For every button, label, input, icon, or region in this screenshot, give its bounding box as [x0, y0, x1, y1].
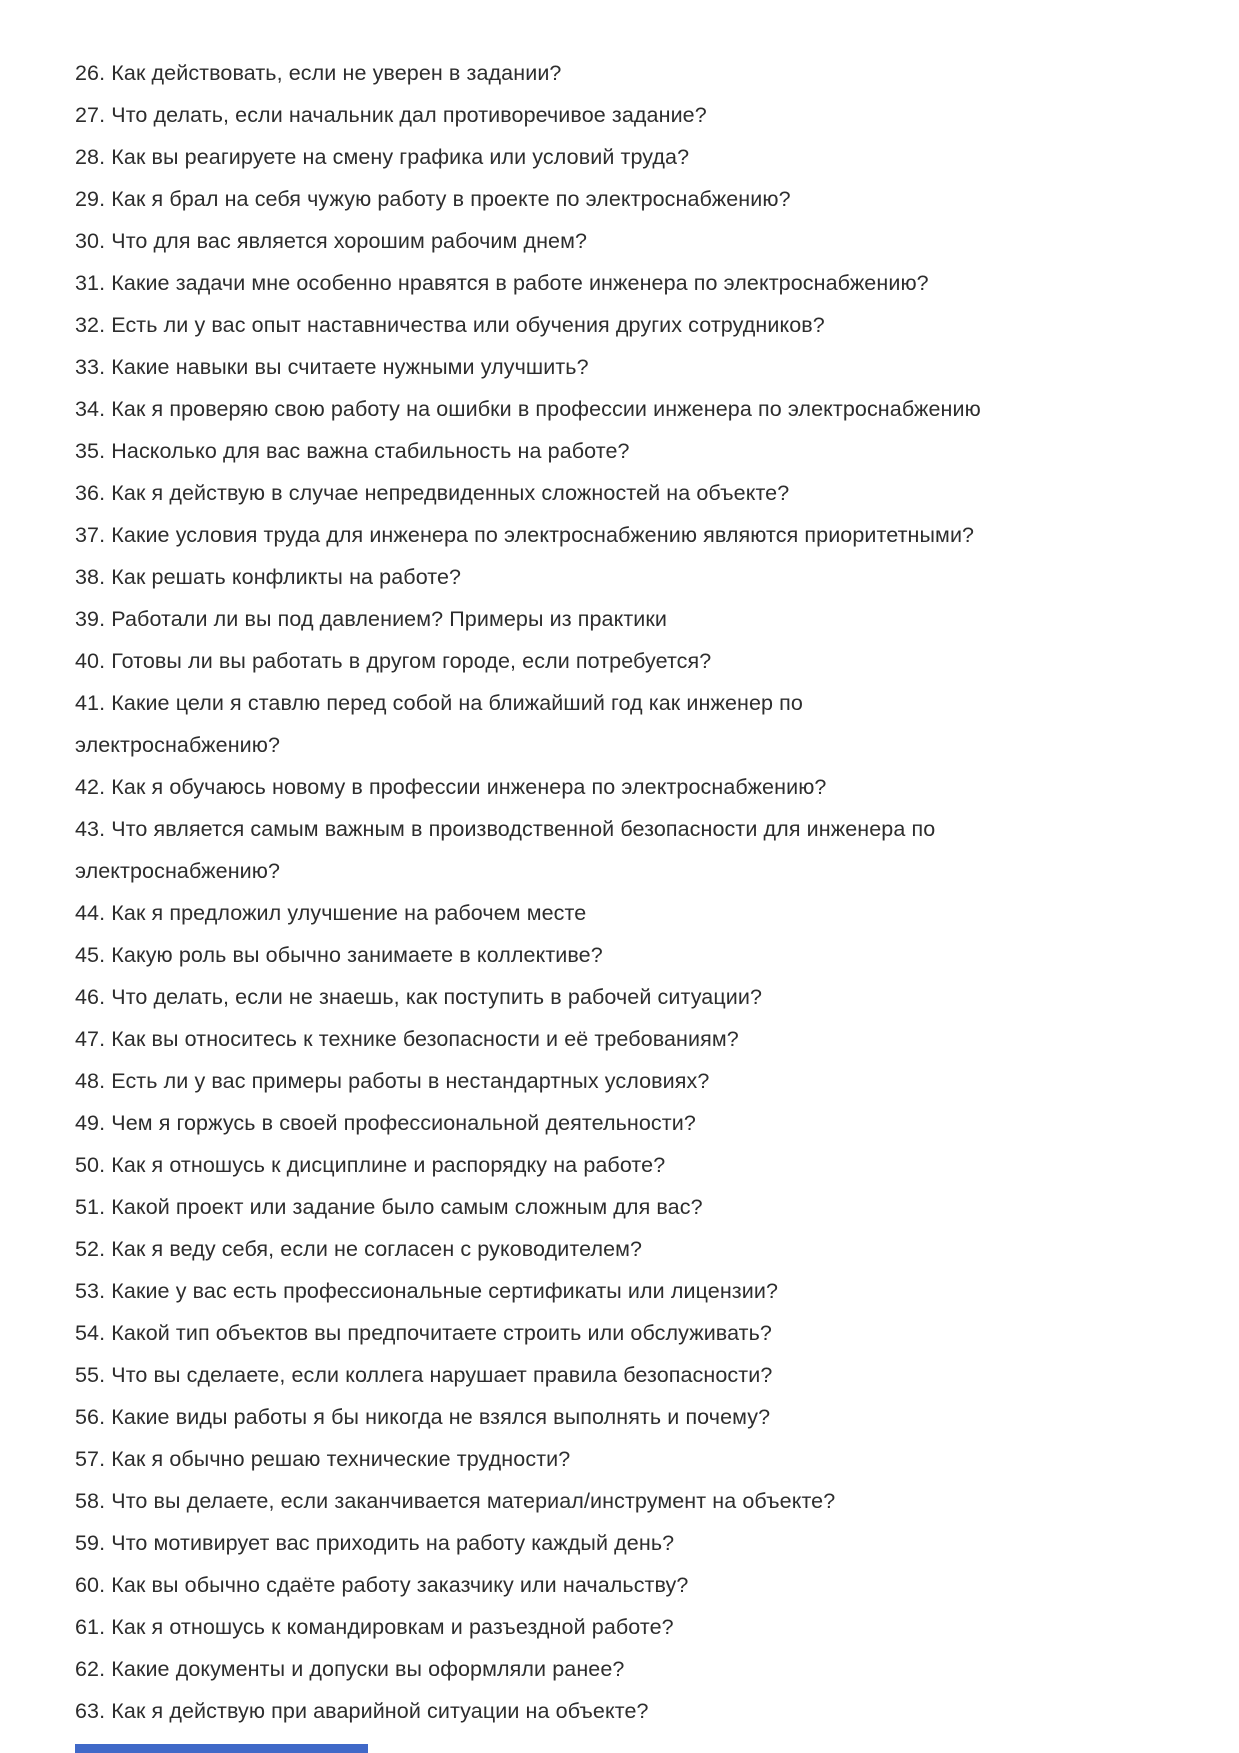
question-item [75, 934, 1199, 976]
question-line: 34. Как я проверяю свою работу на ошибки в профессии инженера по электроснабжению [75, 397, 981, 421]
question-line: 55. Что вы сделаете, если коллега нарушает правила безопасности? [75, 1363, 773, 1387]
question-item [75, 1186, 1199, 1228]
question-line: 48. Есть ли у вас примеры работы в нестандартных условиях? [75, 1069, 710, 1093]
question-item [75, 388, 1199, 430]
question-item [75, 94, 1199, 136]
question-line: 39. Работали ли вы под давлением? Примеры из практики [75, 607, 668, 631]
question-item [75, 892, 1199, 934]
question-item [75, 1522, 1199, 1564]
question-item [75, 472, 1199, 514]
question-line: 28. Как вы реагируете на смену графика или условий труда? [75, 145, 690, 169]
question-item [75, 1564, 1199, 1606]
question-item [75, 514, 1199, 556]
question-item [75, 1690, 1199, 1732]
question-line: 56. Какие виды работы я бы никогда не взялся выполнять и почему? [75, 1405, 771, 1429]
question-item [75, 682, 1199, 766]
question-line: 27. Что делать, если начальник дал противоречивое задание? [75, 103, 707, 127]
question-item [75, 220, 1199, 262]
question-item [75, 304, 1199, 346]
question-line: 58. Что вы делаете, если заканчивается материал/инструмент на объекте? [75, 1489, 836, 1513]
question-line: 44. Как я предложил улучшение на рабочем месте [75, 901, 587, 925]
question-line: 36. Как я действую в случае непредвиденных сложностей на объекте? [75, 481, 790, 505]
question-item [75, 430, 1199, 472]
question-line: 57. Как я обычно решаю технические трудности? [75, 1447, 571, 1471]
question-item [75, 1354, 1199, 1396]
question-list [75, 52, 1199, 1732]
question-line: 31. Какие задачи мне особенно нравятся в работе инженера по электроснабжению? [75, 271, 929, 295]
question-line: 63. Как я действую при аварийной ситуации на объекте? [75, 1699, 649, 1723]
question-item [75, 1018, 1199, 1060]
question-line: 33. Какие навыки вы считаете нужными улучшить? [75, 355, 589, 379]
question-item [75, 52, 1199, 94]
question-line: 52. Как я веду себя, если не согласен с руководителем? [75, 1237, 643, 1261]
question-line: 62. Какие документы и допуски вы оформляли ранее? [75, 1657, 625, 1681]
question-item [75, 598, 1199, 640]
question-item [75, 262, 1199, 304]
question-item [75, 1270, 1199, 1312]
question-line: 61. Как я отношусь к командировкам и разъездной работе? [75, 1615, 674, 1639]
question-line: 53. Какие у вас есть профессиональные сертификаты или лицензии? [75, 1279, 779, 1303]
question-line: 43. Что является самым важным в производственной безопасности для инженера по [75, 817, 936, 841]
question-item [75, 1438, 1199, 1480]
question-line: 47. Как вы относитесь к технике безопасности и её требованиям? [75, 1027, 739, 1051]
question-item [75, 766, 1199, 808]
question-item [75, 1396, 1199, 1438]
question-item [75, 1606, 1199, 1648]
question-item [75, 1648, 1199, 1690]
question-item [75, 640, 1199, 682]
question-line: 42. Как я обучаюсь новому в профессии инженера по электроснабжению? [75, 775, 827, 799]
question-item [75, 1144, 1199, 1186]
question-item [75, 1060, 1199, 1102]
question-line: 46. Что делать, если не знаешь, как поступить в рабочей ситуации? [75, 985, 763, 1009]
question-item [75, 976, 1199, 1018]
question-line: 50. Как я отношусь к дисциплине и распорядку на работе? [75, 1153, 666, 1177]
question-line: 37. Какие условия труда для инженера по электроснабжению являются приоритетными? [75, 523, 975, 547]
question-item [75, 178, 1199, 220]
question-line: 45. Какую роль вы обычно занимаете в коллективе? [75, 943, 603, 967]
partial-selected-line [75, 1744, 368, 1753]
question-line: 32. Есть ли у вас опыт наставничества или обучения других сотрудников? [75, 313, 825, 337]
question-item [75, 556, 1199, 598]
question-line: 49. Чем я горжусь в своей профессиональной деятельности? [75, 1111, 696, 1135]
question-item [75, 136, 1199, 178]
question-line: 41. Какие цели я ставлю перед собой на ближайший год как инженер по [75, 691, 803, 715]
question-item [75, 808, 1199, 892]
question-line: электроснабжению? [75, 859, 281, 883]
question-item [75, 346, 1199, 388]
question-item [75, 1102, 1199, 1144]
question-line: 60. Как вы обычно сдаёте работу заказчику или начальству? [75, 1573, 689, 1597]
question-line: 59. Что мотивирует вас приходить на работу каждый день? [75, 1531, 675, 1555]
question-line: 35. Насколько для вас важна стабильность на работе? [75, 439, 630, 463]
question-line: 29. Как я брал на себя чужую работу в проекте по электроснабжению? [75, 187, 791, 211]
question-line: 40. Готовы ли вы работать в другом городе, если потребуется? [75, 649, 712, 673]
question-line: 54. Какой тип объектов вы предпочитаете строить или обслуживать? [75, 1321, 772, 1345]
question-line: 26. Как действовать, если не уверен в задании? [75, 61, 562, 85]
question-line: 30. Что для вас является хорошим рабочим днем? [75, 229, 588, 253]
question-item [75, 1480, 1199, 1522]
question-item [75, 1312, 1199, 1354]
question-line: 51. Какой проект или задание было самым сложным для вас? [75, 1195, 703, 1219]
question-item [75, 1228, 1199, 1270]
question-line: электроснабжению? [75, 733, 281, 757]
question-line: 38. Как решать конфликты на работе? [75, 565, 462, 589]
